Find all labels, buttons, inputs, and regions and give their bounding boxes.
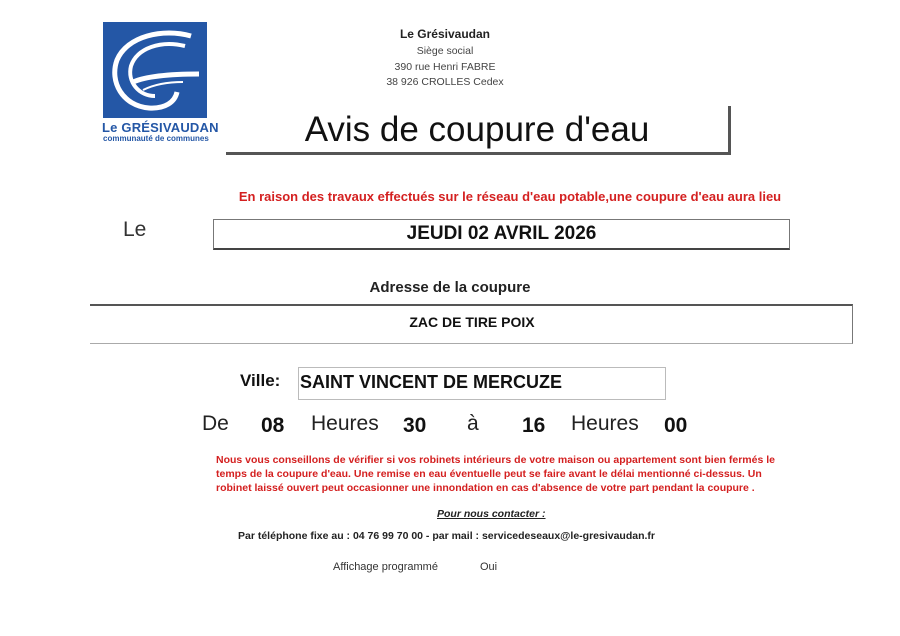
contact-line: Par téléphone fixe au : 04 76 99 70 00 - par mail : servicedeseaux@le-gresivaudan.fr (238, 530, 656, 542)
start-hours-word: Heures (311, 412, 379, 435)
date-value: JEUDI 02 AVRIL 2026 (406, 223, 597, 244)
end-minutes: 00 (664, 414, 688, 437)
organization-line-2: 390 rue Henri FABRE (394, 61, 496, 73)
logo-subtitle: communauté de communes (103, 134, 209, 143)
organization-line-1: Siège social (416, 45, 474, 57)
intro-text: En raison des travaux effectués sur le réseau d'eau potable,une coupure d'eau aura lieu (238, 189, 782, 204)
logo-name: Le GRÉSIVAUDAN (102, 120, 219, 135)
start-minutes: 30 (403, 414, 427, 437)
end-hours-word: Heures (571, 412, 639, 435)
date-label: Le (123, 218, 147, 241)
page-title: Avis de coupure d'eau (304, 110, 650, 149)
from-word: De (202, 412, 229, 435)
logo-mark (103, 22, 207, 118)
to-word: à (467, 412, 479, 435)
city-value: SAINT VINCENT DE MERCUZE (300, 372, 563, 392)
gresivaudan-logo-icon (103, 22, 207, 118)
start-hour: 08 (261, 414, 285, 437)
notice-text: Nous vous conseillons de vérifier si vos robinets intérieurs de votre maison ou appartement sont bien fermés le temps de la coupure d'eau. Une remise en eau éventuelle peut se faire avant le délai mentionné ci-dessus. Un robinet laissé ouvert peut occasionner une innondation en cas d'absence de votre part pendant la coupure . (216, 454, 775, 494)
end-hour: 16 (522, 414, 546, 437)
posting-value: Oui (480, 561, 498, 573)
organization-name: Le Grésivaudan (399, 27, 491, 41)
contact-title: Pour nous contacter : (437, 508, 546, 520)
city-label: Ville: (240, 371, 281, 390)
address-label: Adresse de la coupure (369, 279, 531, 296)
organization-line-3: 38 926 CROLLES Cedex (386, 76, 504, 88)
posting-label: Affichage programmé (333, 561, 438, 573)
address-value: ZAC DE TIRE POIX (409, 314, 535, 330)
